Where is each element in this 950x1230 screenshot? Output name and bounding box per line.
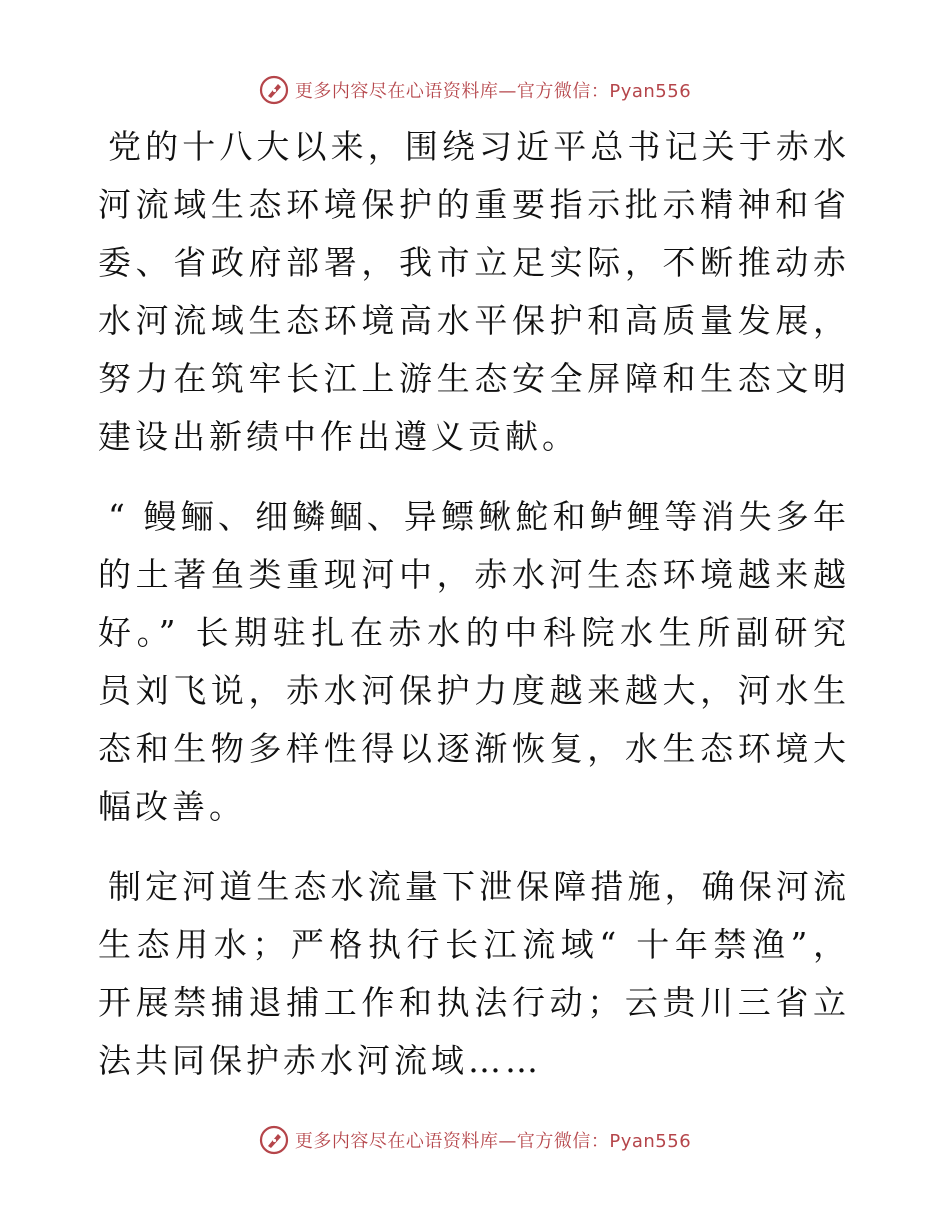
footer-watermark	[0, 1122, 950, 1158]
header-watermark	[0, 72, 950, 108]
fountain-pen-nib-icon	[259, 75, 289, 105]
header-watermark-text: 更多内容尽在心语资料库—官方微信：Pyan556	[294, 81, 692, 102]
fountain-pen-nib-icon	[259, 1125, 289, 1155]
document-body	[98, 118, 850, 1112]
paragraph-1: 党的十八大以来，围绕习近平总书记关于赤水河流域生态环境保护的重要指示批示精神和省委、省政府部署，我市立足实际，不断推动赤水河流域生态环境高水平保护和高质量发展，努力在筑牢长江上游生态安全屏障和生态文明建设出新绩中作出遵义贡献。	[98, 127, 850, 456]
footer-watermark-text: 更多内容尽在心语资料库—官方微信：Pyan556	[294, 1131, 692, 1152]
paragraph-2: “ 鳗鲡、细鳞鲴、异鳔鳅鮀和鲈鲤等消失多年的土著鱼类重现河中，赤水河生态环境越来越好。” 长期驻扎在赤水的中科院水生所副研究员刘飞说，赤水河保护力度越来越大，河水生态和生物多样性得以逐渐恢复，水生态环境大幅改善。	[98, 497, 850, 826]
paragraph-3: 制定河道生态水流量下泄保障措施，确保河流生态用水；严格执行长江流域“ 十年禁渔”，开展禁捕退捕工作和执法行动；云贵川三省立法共同保护赤水河流域……	[98, 867, 850, 1080]
